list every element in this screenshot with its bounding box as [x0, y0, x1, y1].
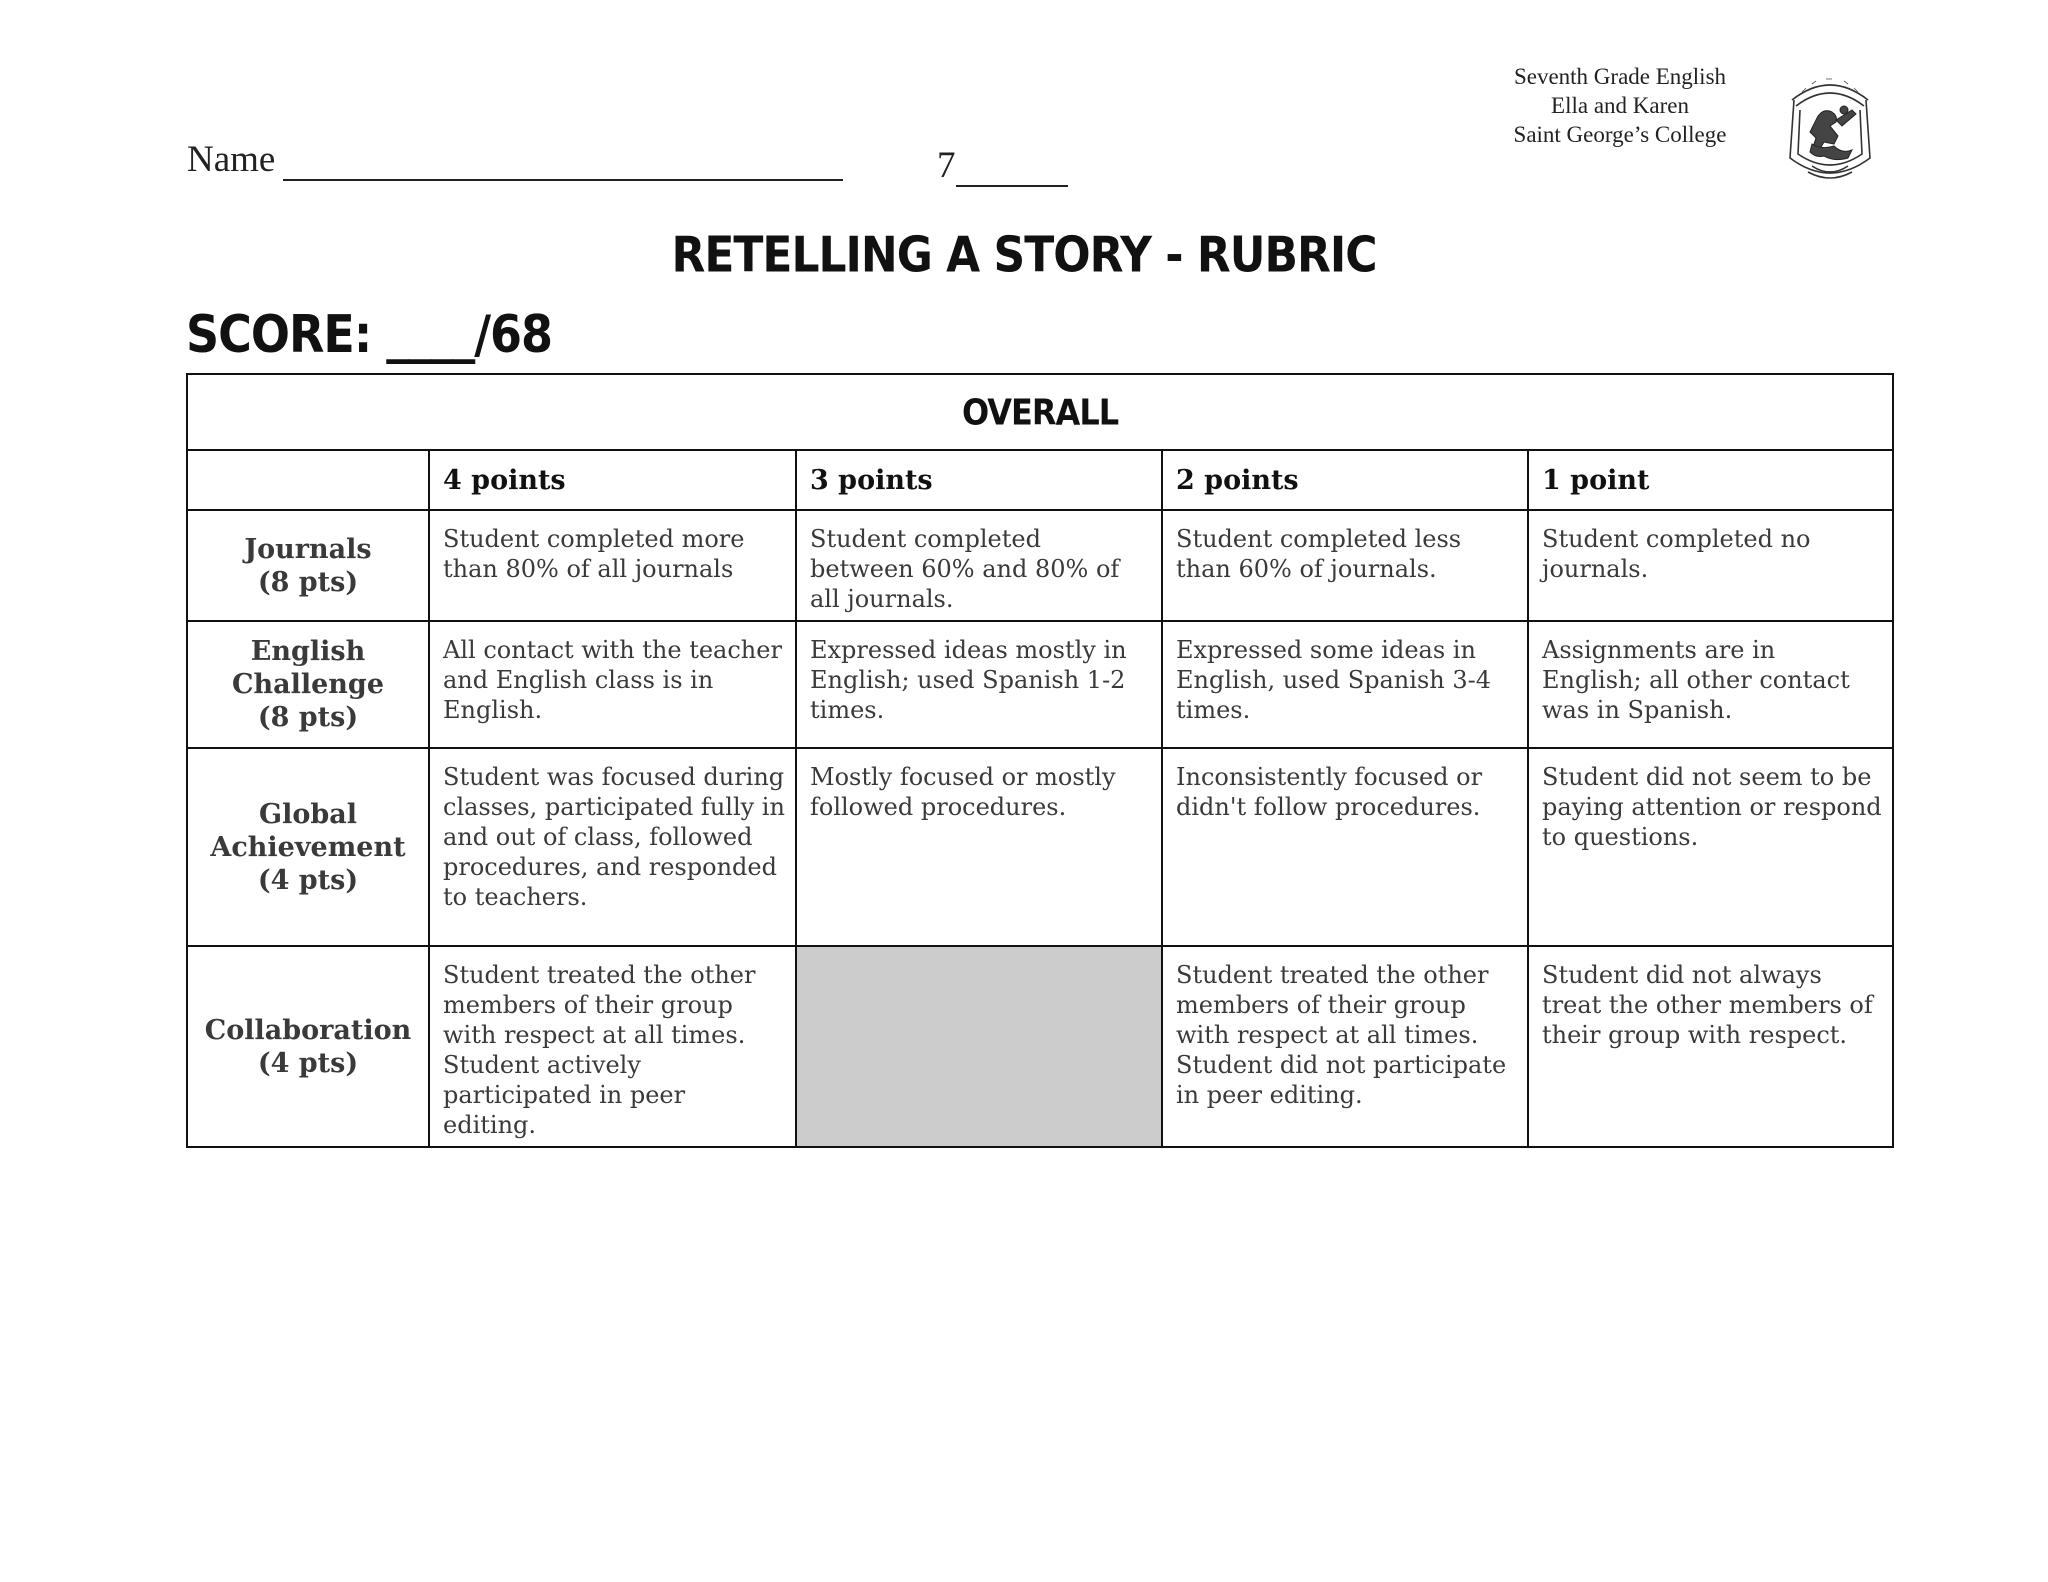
column-header-4-points: 4 points [429, 450, 796, 510]
cell-text: Student did not seem to be paying attention or respond to questions. [1542, 763, 1882, 851]
cell-text: All contact with the teacher and English class is in English. [443, 636, 782, 724]
overall-row [187, 374, 1893, 450]
grade-blank[interactable] [956, 151, 1068, 187]
rubric-cell [796, 621, 1162, 748]
column-header-3-points: 3 points [796, 450, 1162, 510]
points-header-row [187, 450, 1893, 510]
grade-field[interactable] [937, 144, 1068, 187]
rubric-cell [429, 946, 796, 1147]
name-field[interactable] [187, 138, 843, 181]
criterion-line: Challenge [232, 669, 384, 700]
table-row [187, 510, 1893, 621]
criterion-line: English [250, 636, 366, 667]
rubric-cell [1162, 946, 1528, 1147]
grade-prefix: 7 [937, 145, 956, 186]
school-crest-icon [1782, 70, 1878, 186]
criterion-line: Collaboration [204, 1014, 412, 1046]
criterion-column-header [187, 450, 429, 510]
cell-text: Student actively participated in peer editing. [443, 1051, 686, 1139]
cell-text: Student completed more than 80% of all journals [443, 525, 745, 583]
rubric-cell [1528, 621, 1893, 748]
criterion-line: Achievement [210, 831, 406, 863]
rubric-cell [429, 748, 796, 946]
cell-text: Expressed ideas mostly in English; used Spanish 1-2 times. [810, 636, 1127, 724]
rubric-cell [796, 748, 1162, 946]
cell-text: Student completed no journals. [1542, 525, 1811, 583]
cell-text: Student did not participate in peer editing. [1176, 1051, 1507, 1109]
criterion-line: Global [259, 798, 357, 830]
table-row [187, 621, 1893, 748]
column-header-2-points: 2 points [1162, 450, 1528, 510]
cell-text: Student completed between 60% and 80% of all journals. [810, 525, 1120, 613]
school-info [1460, 62, 1780, 149]
cell-text: Student treated the other members of their group with respect at all times. [1176, 961, 1489, 1049]
rubric-cell [429, 621, 796, 748]
rubric-cell [1528, 748, 1893, 946]
cell-text: Mostly focused or mostly followed procedures. [810, 763, 1116, 821]
cell-text: Student completed less than 60% of journals. [1176, 525, 1462, 583]
criterion-line: (4 pts) [257, 864, 359, 896]
criterion-line: (4 pts) [257, 1047, 359, 1079]
cell-text: Expressed some ideas in English, used Spanish 3-4 times. [1176, 636, 1491, 724]
school-info-line: Saint George’s College [1513, 122, 1727, 147]
rubric-cell [1162, 621, 1528, 748]
rubric-cell [1162, 748, 1528, 946]
rubric-cell [1528, 946, 1893, 1147]
criterion-english-challenge [187, 621, 429, 748]
cell-text: Student did not always treat the other members of their group with respect. [1542, 961, 1873, 1049]
criterion-global-achievement [187, 748, 429, 946]
rubric-cell [796, 510, 1162, 621]
school-info-line: Ella and Karen [1551, 93, 1689, 118]
table-row [187, 946, 1893, 1147]
table-row [187, 748, 1893, 946]
overall-label: OVERALL [961, 390, 1119, 434]
criterion-journals [187, 510, 429, 621]
shaded-empty-cell [796, 946, 1162, 1147]
rubric-cell [1528, 510, 1893, 621]
column-header-1-point: 1 point [1528, 450, 1893, 510]
cell-text: Student was focused during classes, participated fully in and out of class, followed procedures, and responded to teachers. [443, 763, 785, 911]
school-info-line: Seventh Grade English [1513, 64, 1727, 89]
cell-text: Student treated the other members of their group with respect at all times. [443, 961, 756, 1049]
name-label: Name [187, 139, 276, 180]
overall-header [187, 374, 1893, 450]
rubric-cell [429, 510, 796, 621]
cell-text: Assignments are in English; all other contact was in Spanish. [1542, 636, 1850, 724]
document-title: RETELLING A STORY - RUBRIC [671, 226, 1377, 285]
rubric-cell [1162, 510, 1528, 621]
name-blank[interactable] [283, 141, 843, 181]
criterion-line: Journals [244, 533, 372, 565]
score-label: SCORE: ____/68 [186, 304, 553, 365]
criterion-line: (8 pts) [257, 566, 359, 598]
criterion-line: (8 pts) [257, 702, 359, 733]
cell-text: Inconsistently focused or didn't follow procedures. [1176, 763, 1483, 821]
criterion-collaboration [187, 946, 429, 1147]
rubric-table [186, 373, 1894, 1148]
